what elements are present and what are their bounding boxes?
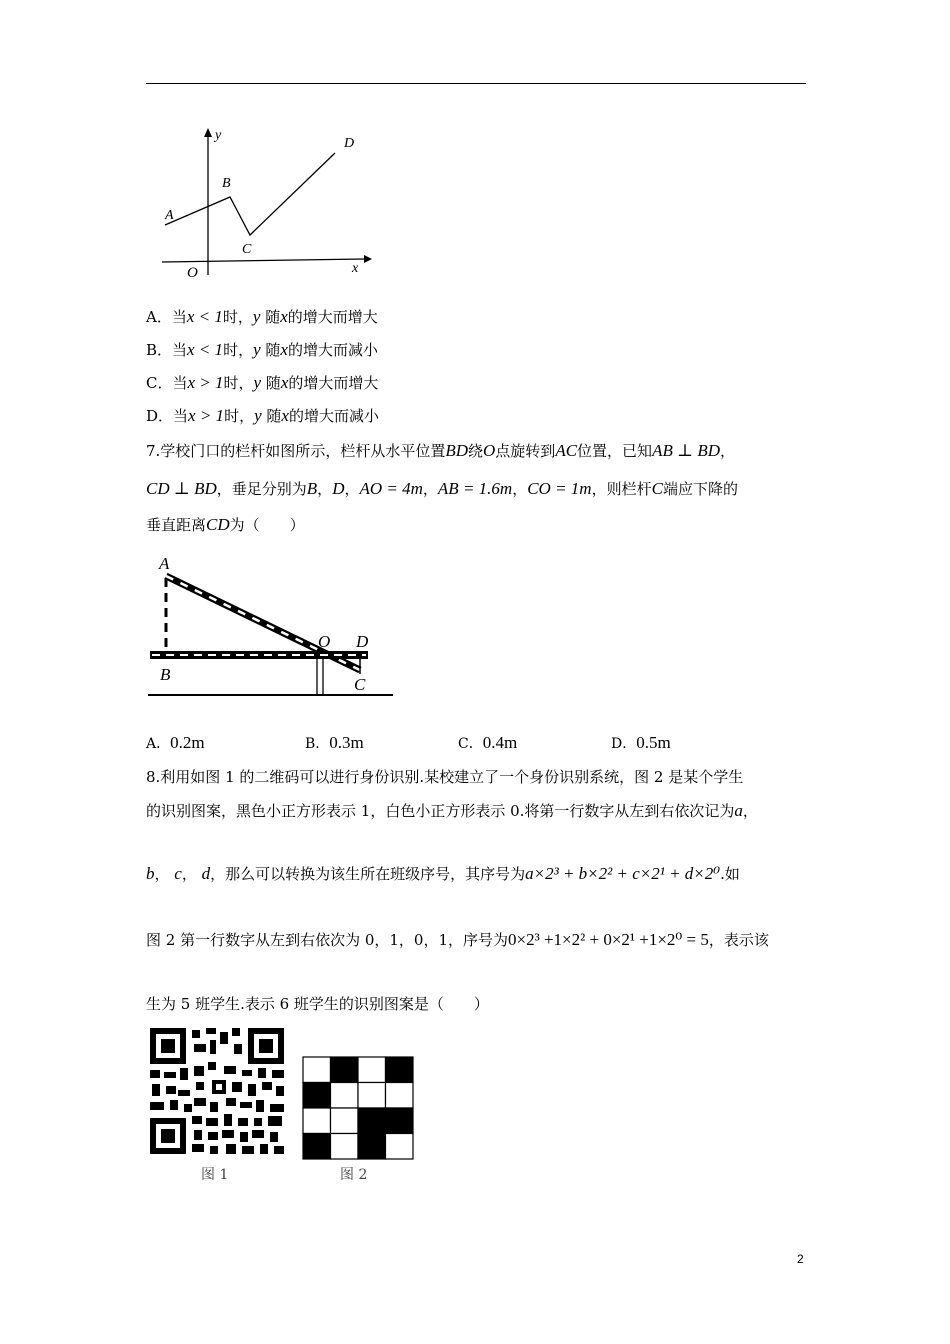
q6-option-d[interactable]: D．当x > 1时，y 随x的增大而减小 (146, 406, 379, 425)
grid-cell-r2c2 (331, 1083, 359, 1109)
q7-line-1: 7.学校门口的栏杆如图所示，栏杆从水平位置BD绕O点旋转到AC位置，已知AB ⊥ BD， (146, 441, 735, 460)
q6-option-b[interactable]: B．当x < 1时，y 随x的增大而减小 (146, 340, 378, 359)
graph-label-o: O (187, 265, 198, 281)
q7-option-b[interactable]: B．0.3m (305, 733, 364, 752)
grid-cell-r4c2 (331, 1134, 359, 1160)
grid-cell-r2c4 (386, 1083, 414, 1109)
grid-cell-r1c1 (303, 1057, 331, 1083)
q7-label-b: B (160, 665, 171, 684)
graph-label-b: B (222, 176, 231, 191)
q8-line-3: b， c， d，那么可以转换为该生所在班级序号，其序号为a×2³ + b×2² + c×2¹ + d×2⁰.如 (146, 864, 740, 883)
grid-cell-r3c2 (331, 1108, 359, 1134)
q6-option-c[interactable]: C．当x > 1时，y 随x的增大而增大 (146, 373, 379, 392)
grid-cell-r2c3 (358, 1083, 386, 1109)
graph-label-y: y (215, 128, 222, 143)
grid-cell-r1c4 (386, 1057, 414, 1083)
q7-line-2: CD ⊥ BD，垂足分别为B，D，AO = 4m，AB = 1.6m，CO = 1m，则栏杆C端应下降的 (146, 479, 738, 498)
q8-line-1: 8.利用如图 1 的二维码可以进行身份识别.某校建立了一个身份识别系统，图 2 是某个学生 (146, 768, 744, 786)
q6-graph (160, 125, 375, 285)
graph-label-c: C (242, 242, 252, 257)
q7-option-c[interactable]: C．0.4m (458, 733, 518, 752)
qr-code-figure (148, 1026, 288, 1156)
page-number: 2 (797, 1252, 804, 1266)
q6-option-a[interactable]: A．当x < 1时，y 随x的增大而增大 (146, 307, 378, 326)
identification-grid-figure (302, 1056, 414, 1160)
grid-cell-r1c2 (331, 1057, 359, 1083)
q7-label-a: A (159, 554, 170, 573)
q7-label-c: C (354, 675, 366, 694)
q8-line-4: 图 2 第一行数字从左到右依次为 0，1，0，1，序号为0×2³ +1×2² + 0×2¹ +1×2⁰ = 5，表示该 (146, 930, 769, 949)
q8-line-2: 的识别图案，黑色小正方形表示 1，白色小正方形表示 0.将第一行数字从左到右依次记为a， (146, 801, 758, 820)
figure-1-caption: 图 1 (201, 1167, 229, 1183)
grid-cell-r3c4 (386, 1108, 414, 1134)
q7-option-a[interactable]: A．0.2m (146, 733, 205, 752)
grid-cell-r3c1 (303, 1108, 331, 1134)
grid-cell-r2c1 (303, 1083, 331, 1109)
q7-label-d: D (356, 632, 369, 651)
grid-cell-r1c3 (358, 1057, 386, 1083)
graph-label-a: A (165, 208, 174, 223)
q7-line-3: 垂直距离CD为（ ） (146, 515, 305, 534)
grid-cell-r4c1 (303, 1134, 331, 1160)
grid-cell-r3c3 (358, 1108, 386, 1134)
q7-label-o: O (318, 632, 331, 651)
q7-option-d[interactable]: D．0.5m (611, 733, 671, 752)
graph-label-x: x (352, 261, 359, 276)
graph-label-d: D (344, 136, 355, 151)
figure-2-caption: 图 2 (340, 1167, 368, 1183)
header-rule (146, 83, 806, 84)
q8-line-5: 生为 5 班学生.表示 6 班学生的识别图案是（ ） (146, 995, 489, 1013)
grid-cell-r4c4 (386, 1134, 414, 1160)
grid-cell-r4c3 (358, 1134, 386, 1160)
q7-figure (148, 550, 398, 700)
